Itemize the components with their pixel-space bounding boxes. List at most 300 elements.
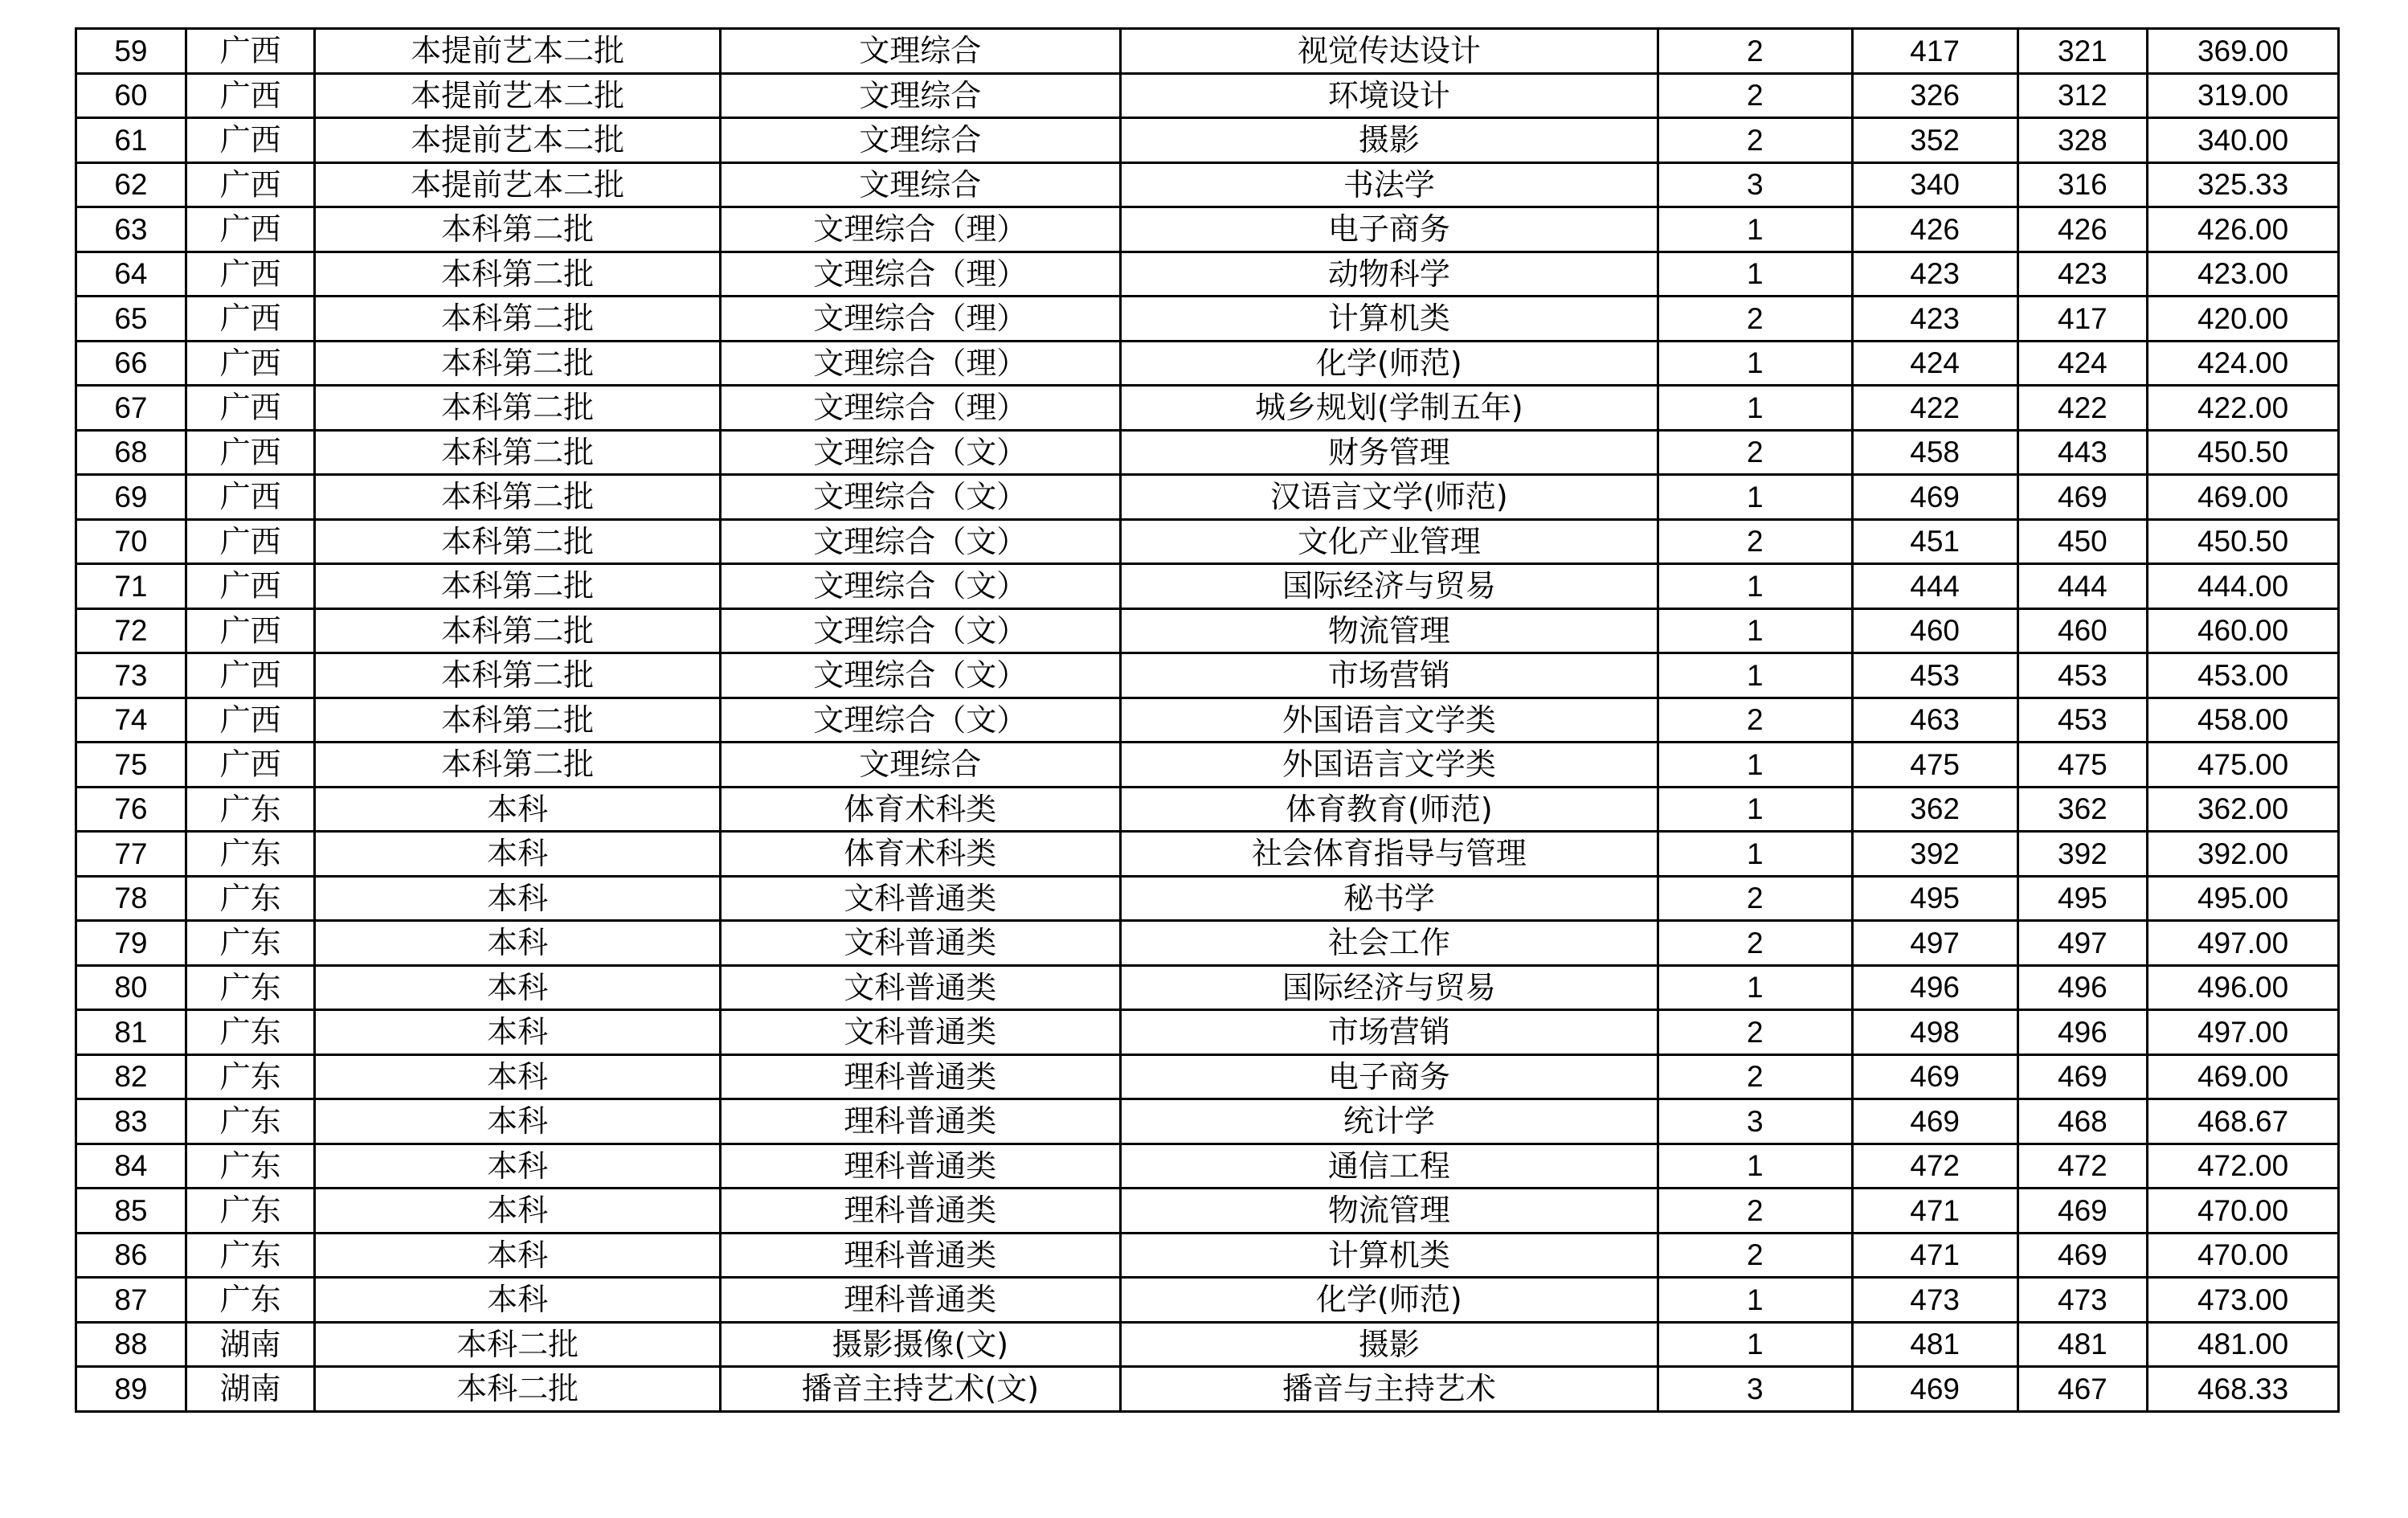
min-score-cell: 496: [2018, 965, 2148, 1010]
province-cell: 广东: [186, 1099, 315, 1144]
max-score-cell: 326: [1852, 73, 2018, 118]
table-row: [76, 29, 2339, 74]
table-row: [76, 341, 2339, 386]
table-row: [76, 73, 2339, 118]
min-score-cell: 495: [2018, 876, 2148, 921]
major-cell: 摄影: [1120, 118, 1658, 163]
major-cell: 化学(师范): [1120, 1278, 1658, 1323]
max-score-cell: 496: [1852, 965, 2018, 1010]
row-number-cell: 73: [76, 653, 186, 698]
province-cell: 广西: [186, 519, 315, 564]
avg-score-cell: 469.00: [2148, 475, 2339, 520]
enrolled-count-cell: 2: [1658, 1010, 1852, 1055]
batch-cell: 本科第二批: [315, 698, 720, 743]
enrolled-count-cell: 1: [1658, 475, 1852, 520]
enrolled-count-cell: 2: [1658, 297, 1852, 342]
enrolled-count-cell: 1: [1658, 832, 1852, 877]
table-row: [76, 118, 2339, 163]
batch-cell: 本提前艺本二批: [315, 118, 720, 163]
subject-category-cell: 文理综合: [720, 118, 1120, 163]
max-score-cell: 460: [1852, 608, 2018, 653]
row-number-cell: 68: [76, 430, 186, 475]
enrolled-count-cell: 2: [1658, 876, 1852, 921]
avg-score-cell: 362.00: [2148, 787, 2339, 832]
min-score-cell: 424: [2018, 341, 2148, 386]
province-cell: 广西: [186, 430, 315, 475]
enrolled-count-cell: 2: [1658, 698, 1852, 743]
subject-category-cell: 文理综合（理）: [720, 252, 1120, 297]
table-row: [76, 564, 2339, 609]
subject-category-cell: 文科普通类: [720, 965, 1120, 1010]
max-score-cell: 458: [1852, 430, 2018, 475]
row-number-cell: 64: [76, 252, 186, 297]
min-score-cell: 481: [2018, 1322, 2148, 1367]
avg-score-cell: 450.50: [2148, 430, 2339, 475]
batch-cell: 本科第二批: [315, 430, 720, 475]
row-number-cell: 65: [76, 297, 186, 342]
table-row: [76, 698, 2339, 743]
major-cell: 城乡规划(学制五年): [1120, 386, 1658, 431]
subject-category-cell: 文理综合（文）: [720, 698, 1120, 743]
row-number-cell: 80: [76, 965, 186, 1010]
table-row: [76, 832, 2339, 877]
max-score-cell: 481: [1852, 1322, 2018, 1367]
province-cell: 广西: [186, 698, 315, 743]
max-score-cell: 473: [1852, 1278, 2018, 1323]
province-cell: 广西: [186, 162, 315, 207]
avg-score-cell: 460.00: [2148, 608, 2339, 653]
admission-score-table: [75, 27, 2340, 1413]
avg-score-cell: 475.00: [2148, 743, 2339, 788]
min-score-cell: 444: [2018, 564, 2148, 609]
subject-category-cell: 理科普通类: [720, 1144, 1120, 1189]
major-cell: 社会工作: [1120, 921, 1658, 966]
avg-score-cell: 423.00: [2148, 252, 2339, 297]
subject-category-cell: 理科普通类: [720, 1099, 1120, 1144]
subject-category-cell: 摄影摄像(文): [720, 1322, 1120, 1367]
major-cell: 物流管理: [1120, 608, 1658, 653]
major-cell: 体育教育(师范): [1120, 787, 1658, 832]
avg-score-cell: 497.00: [2148, 921, 2339, 966]
row-number-cell: 85: [76, 1189, 186, 1234]
enrolled-count-cell: 3: [1658, 1099, 1852, 1144]
row-number-cell: 83: [76, 1099, 186, 1144]
batch-cell: 本提前艺本二批: [315, 29, 720, 74]
batch-cell: 本科: [315, 1010, 720, 1055]
batch-cell: 本科: [315, 832, 720, 877]
table-row: [76, 297, 2339, 342]
avg-score-cell: 420.00: [2148, 297, 2339, 342]
avg-score-cell: 369.00: [2148, 29, 2339, 74]
enrolled-count-cell: 2: [1658, 1189, 1852, 1234]
table-row: [76, 386, 2339, 431]
province-cell: 广东: [186, 921, 315, 966]
row-number-cell: 79: [76, 921, 186, 966]
avg-score-cell: 468.67: [2148, 1099, 2339, 1144]
batch-cell: 本科: [315, 876, 720, 921]
major-cell: 计算机类: [1120, 297, 1658, 342]
province-cell: 湖南: [186, 1367, 315, 1412]
table-row: [76, 1233, 2339, 1278]
max-score-cell: 424: [1852, 341, 2018, 386]
avg-score-cell: 496.00: [2148, 965, 2339, 1010]
min-score-cell: 423: [2018, 252, 2148, 297]
max-score-cell: 471: [1852, 1189, 2018, 1234]
province-cell: 广西: [186, 564, 315, 609]
province-cell: 广西: [186, 475, 315, 520]
batch-cell: 本科: [315, 1144, 720, 1189]
subject-category-cell: 文理综合（理）: [720, 341, 1120, 386]
avg-score-cell: 497.00: [2148, 1010, 2339, 1055]
enrolled-count-cell: 1: [1658, 252, 1852, 297]
table-row: [76, 1099, 2339, 1144]
subject-category-cell: 文科普通类: [720, 921, 1120, 966]
min-score-cell: 467: [2018, 1367, 2148, 1412]
province-cell: 广西: [186, 207, 315, 252]
table-body: [76, 29, 2339, 1412]
max-score-cell: 422: [1852, 386, 2018, 431]
province-cell: 广东: [186, 832, 315, 877]
batch-cell: 本科: [315, 1233, 720, 1278]
major-cell: 摄影: [1120, 1322, 1658, 1367]
max-score-cell: 417: [1852, 29, 2018, 74]
batch-cell: 本科: [315, 965, 720, 1010]
subject-category-cell: 播音主持艺术(文): [720, 1367, 1120, 1412]
avg-score-cell: 473.00: [2148, 1278, 2339, 1323]
min-score-cell: 469: [2018, 1189, 2148, 1234]
row-number-cell: 84: [76, 1144, 186, 1189]
table-row: [76, 787, 2339, 832]
enrolled-count-cell: 1: [1658, 653, 1852, 698]
min-score-cell: 469: [2018, 475, 2148, 520]
major-cell: 计算机类: [1120, 1233, 1658, 1278]
min-score-cell: 450: [2018, 519, 2148, 564]
major-cell: 市场营销: [1120, 653, 1658, 698]
batch-cell: 本科: [315, 1278, 720, 1323]
enrolled-count-cell: 1: [1658, 207, 1852, 252]
max-score-cell: 423: [1852, 252, 2018, 297]
batch-cell: 本科二批: [315, 1367, 720, 1412]
avg-score-cell: 422.00: [2148, 386, 2339, 431]
avg-score-cell: 325.33: [2148, 162, 2339, 207]
enrolled-count-cell: 2: [1658, 29, 1852, 74]
major-cell: 市场营销: [1120, 1010, 1658, 1055]
max-score-cell: 495: [1852, 876, 2018, 921]
province-cell: 广东: [186, 1233, 315, 1278]
province-cell: 广东: [186, 1054, 315, 1099]
subject-category-cell: 理科普通类: [720, 1054, 1120, 1099]
table-row: [76, 1144, 2339, 1189]
max-score-cell: 475: [1852, 743, 2018, 788]
row-number-cell: 62: [76, 162, 186, 207]
avg-score-cell: 469.00: [2148, 1054, 2339, 1099]
table-row: [76, 1054, 2339, 1099]
major-cell: 财务管理: [1120, 430, 1658, 475]
row-number-cell: 59: [76, 29, 186, 74]
major-cell: 秘书学: [1120, 876, 1658, 921]
province-cell: 广西: [186, 118, 315, 163]
batch-cell: 本科第二批: [315, 341, 720, 386]
subject-category-cell: 体育术科类: [720, 832, 1120, 877]
major-cell: 社会体育指导与管理: [1120, 832, 1658, 877]
max-score-cell: 497: [1852, 921, 2018, 966]
row-number-cell: 76: [76, 787, 186, 832]
row-number-cell: 88: [76, 1322, 186, 1367]
max-score-cell: 426: [1852, 207, 2018, 252]
major-cell: 视觉传达设计: [1120, 29, 1658, 74]
table-row: [76, 1189, 2339, 1234]
avg-score-cell: 453.00: [2148, 653, 2339, 698]
table-row: [76, 430, 2339, 475]
batch-cell: 本科第二批: [315, 207, 720, 252]
min-score-cell: 392: [2018, 832, 2148, 877]
province-cell: 广西: [186, 29, 315, 74]
batch-cell: 本科第二批: [315, 252, 720, 297]
row-number-cell: 67: [76, 386, 186, 431]
subject-category-cell: 文理综合（理）: [720, 207, 1120, 252]
batch-cell: 本提前艺本二批: [315, 73, 720, 118]
major-cell: 动物科学: [1120, 252, 1658, 297]
enrolled-count-cell: 3: [1658, 1367, 1852, 1412]
min-score-cell: 328: [2018, 118, 2148, 163]
subject-category-cell: 理科普通类: [720, 1189, 1120, 1234]
enrolled-count-cell: 2: [1658, 921, 1852, 966]
subject-category-cell: 文理综合（文）: [720, 653, 1120, 698]
enrolled-count-cell: 1: [1658, 743, 1852, 788]
max-score-cell: 352: [1852, 118, 2018, 163]
enrolled-count-cell: 3: [1658, 162, 1852, 207]
max-score-cell: 498: [1852, 1010, 2018, 1055]
enrolled-count-cell: 1: [1658, 1144, 1852, 1189]
subject-category-cell: 文理综合: [720, 162, 1120, 207]
enrolled-count-cell: 2: [1658, 73, 1852, 118]
avg-score-cell: 319.00: [2148, 73, 2339, 118]
max-score-cell: 423: [1852, 297, 2018, 342]
min-score-cell: 469: [2018, 1233, 2148, 1278]
batch-cell: 本科第二批: [315, 608, 720, 653]
avg-score-cell: 468.33: [2148, 1367, 2339, 1412]
max-score-cell: 392: [1852, 832, 2018, 877]
min-score-cell: 362: [2018, 787, 2148, 832]
min-score-cell: 321: [2018, 29, 2148, 74]
row-number-cell: 86: [76, 1233, 186, 1278]
enrolled-count-cell: 2: [1658, 519, 1852, 564]
max-score-cell: 469: [1852, 475, 2018, 520]
major-cell: 电子商务: [1120, 1054, 1658, 1099]
avg-score-cell: 426.00: [2148, 207, 2339, 252]
table-row: [76, 475, 2339, 520]
province-cell: 广东: [186, 1144, 315, 1189]
subject-category-cell: 文理综合（理）: [720, 386, 1120, 431]
avg-score-cell: 472.00: [2148, 1144, 2339, 1189]
avg-score-cell: 450.50: [2148, 519, 2339, 564]
max-score-cell: 451: [1852, 519, 2018, 564]
subject-category-cell: 文理综合（文）: [720, 519, 1120, 564]
min-score-cell: 422: [2018, 386, 2148, 431]
batch-cell: 本科第二批: [315, 297, 720, 342]
subject-category-cell: 文理综合: [720, 743, 1120, 788]
major-cell: 化学(师范): [1120, 341, 1658, 386]
min-score-cell: 469: [2018, 1054, 2148, 1099]
table-row: [76, 653, 2339, 698]
province-cell: 广西: [186, 252, 315, 297]
row-number-cell: 89: [76, 1367, 186, 1412]
table-row: [76, 965, 2339, 1010]
enrolled-count-cell: 1: [1658, 386, 1852, 431]
row-number-cell: 81: [76, 1010, 186, 1055]
min-score-cell: 468: [2018, 1099, 2148, 1144]
table-row: [76, 921, 2339, 966]
max-score-cell: 469: [1852, 1099, 2018, 1144]
province-cell: 广西: [186, 608, 315, 653]
major-cell: 外国语言文学类: [1120, 698, 1658, 743]
min-score-cell: 426: [2018, 207, 2148, 252]
province-cell: 广东: [186, 1010, 315, 1055]
table-row: [76, 743, 2339, 788]
major-cell: 文化产业管理: [1120, 519, 1658, 564]
avg-score-cell: 481.00: [2148, 1322, 2339, 1367]
subject-category-cell: 文理综合: [720, 73, 1120, 118]
subject-category-cell: 文理综合（文）: [720, 475, 1120, 520]
subject-category-cell: 文科普通类: [720, 876, 1120, 921]
province-cell: 湖南: [186, 1322, 315, 1367]
max-score-cell: 472: [1852, 1144, 2018, 1189]
avg-score-cell: 495.00: [2148, 876, 2339, 921]
batch-cell: 本科第二批: [315, 475, 720, 520]
max-score-cell: 469: [1852, 1054, 2018, 1099]
row-number-cell: 71: [76, 564, 186, 609]
row-number-cell: 75: [76, 743, 186, 788]
province-cell: 广东: [186, 876, 315, 921]
enrolled-count-cell: 1: [1658, 1322, 1852, 1367]
major-cell: 电子商务: [1120, 207, 1658, 252]
min-score-cell: 472: [2018, 1144, 2148, 1189]
subject-category-cell: 文科普通类: [720, 1010, 1120, 1055]
row-number-cell: 72: [76, 608, 186, 653]
major-cell: 播音与主持艺术: [1120, 1367, 1658, 1412]
enrolled-count-cell: 2: [1658, 1233, 1852, 1278]
enrolled-count-cell: 1: [1658, 1278, 1852, 1323]
subject-category-cell: 理科普通类: [720, 1233, 1120, 1278]
major-cell: 通信工程: [1120, 1144, 1658, 1189]
min-score-cell: 453: [2018, 653, 2148, 698]
province-cell: 广东: [186, 1189, 315, 1234]
subject-category-cell: 文理综合（文）: [720, 430, 1120, 475]
batch-cell: 本科: [315, 787, 720, 832]
batch-cell: 本科第二批: [315, 653, 720, 698]
max-score-cell: 444: [1852, 564, 2018, 609]
enrolled-count-cell: 2: [1658, 1054, 1852, 1099]
row-number-cell: 87: [76, 1278, 186, 1323]
table-row: [76, 1322, 2339, 1367]
row-number-cell: 70: [76, 519, 186, 564]
province-cell: 广东: [186, 1278, 315, 1323]
max-score-cell: 471: [1852, 1233, 2018, 1278]
province-cell: 广西: [186, 297, 315, 342]
max-score-cell: 362: [1852, 787, 2018, 832]
row-number-cell: 66: [76, 341, 186, 386]
subject-category-cell: 文理综合（文）: [720, 608, 1120, 653]
batch-cell: 本科第二批: [315, 564, 720, 609]
subject-category-cell: 文理综合: [720, 29, 1120, 74]
batch-cell: 本科第二批: [315, 519, 720, 564]
min-score-cell: 312: [2018, 73, 2148, 118]
max-score-cell: 469: [1852, 1367, 2018, 1412]
province-cell: 广西: [186, 341, 315, 386]
row-number-cell: 60: [76, 73, 186, 118]
enrolled-count-cell: 2: [1658, 430, 1852, 475]
max-score-cell: 453: [1852, 653, 2018, 698]
batch-cell: 本科二批: [315, 1322, 720, 1367]
min-score-cell: 473: [2018, 1278, 2148, 1323]
province-cell: 广东: [186, 787, 315, 832]
row-number-cell: 77: [76, 832, 186, 877]
province-cell: 广西: [186, 386, 315, 431]
subject-category-cell: 文理综合（文）: [720, 564, 1120, 609]
table-row: [76, 162, 2339, 207]
major-cell: 统计学: [1120, 1099, 1658, 1144]
min-score-cell: 453: [2018, 698, 2148, 743]
row-number-cell: 82: [76, 1054, 186, 1099]
avg-score-cell: 392.00: [2148, 832, 2339, 877]
major-cell: 国际经济与贸易: [1120, 564, 1658, 609]
avg-score-cell: 340.00: [2148, 118, 2339, 163]
table-row: [76, 876, 2339, 921]
min-score-cell: 496: [2018, 1010, 2148, 1055]
province-cell: 广西: [186, 653, 315, 698]
min-score-cell: 417: [2018, 297, 2148, 342]
major-cell: 汉语言文学(师范): [1120, 475, 1658, 520]
avg-score-cell: 424.00: [2148, 341, 2339, 386]
major-cell: 国际经济与贸易: [1120, 965, 1658, 1010]
batch-cell: 本科第二批: [315, 743, 720, 788]
table-row: [76, 1367, 2339, 1412]
province-cell: 广西: [186, 73, 315, 118]
enrolled-count-cell: 1: [1658, 965, 1852, 1010]
major-cell: 物流管理: [1120, 1189, 1658, 1234]
batch-cell: 本科: [315, 921, 720, 966]
avg-score-cell: 444.00: [2148, 564, 2339, 609]
min-score-cell: 443: [2018, 430, 2148, 475]
batch-cell: 本科: [315, 1099, 720, 1144]
enrolled-count-cell: 1: [1658, 787, 1852, 832]
major-cell: 书法学: [1120, 162, 1658, 207]
avg-score-cell: 458.00: [2148, 698, 2339, 743]
batch-cell: 本科: [315, 1054, 720, 1099]
min-score-cell: 316: [2018, 162, 2148, 207]
max-score-cell: 463: [1852, 698, 2018, 743]
row-number-cell: 61: [76, 118, 186, 163]
batch-cell: 本科: [315, 1189, 720, 1234]
row-number-cell: 69: [76, 475, 186, 520]
row-number-cell: 74: [76, 698, 186, 743]
major-cell: 环境设计: [1120, 73, 1658, 118]
row-number-cell: 63: [76, 207, 186, 252]
enrolled-count-cell: 1: [1658, 564, 1852, 609]
province-cell: 广东: [186, 965, 315, 1010]
province-cell: 广西: [186, 743, 315, 788]
batch-cell: 本科第二批: [315, 386, 720, 431]
avg-score-cell: 470.00: [2148, 1189, 2339, 1234]
table-row: [76, 207, 2339, 252]
subject-category-cell: 体育术科类: [720, 787, 1120, 832]
avg-score-cell: 470.00: [2148, 1233, 2339, 1278]
major-cell: 外国语言文学类: [1120, 743, 1658, 788]
max-score-cell: 340: [1852, 162, 2018, 207]
table-row: [76, 1010, 2339, 1055]
enrolled-count-cell: 2: [1658, 118, 1852, 163]
table-row: [76, 608, 2339, 653]
